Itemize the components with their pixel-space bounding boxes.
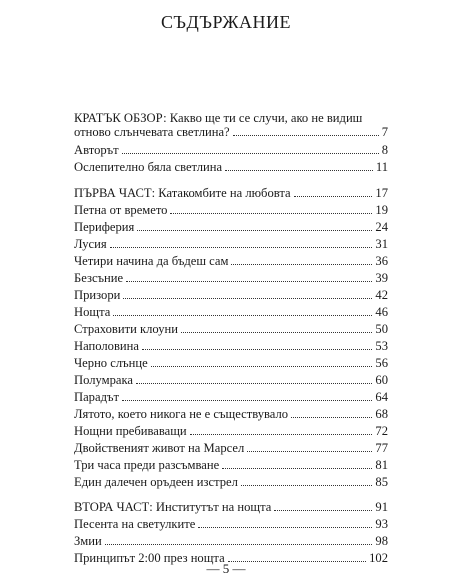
entry-label: Нощта [74,305,111,319]
page-number: 7 [381,125,388,139]
toc-entry[interactable] [74,456,388,473]
section-title: КРАТЪК ОБЗОР: Какво ще ти се случи, ако не видиш [74,111,363,125]
toc-entry[interactable] [74,252,388,269]
entry-label: Един далечен оръдеен изстрел [74,475,238,489]
toc-entry[interactable] [74,354,388,371]
toc-entry[interactable] [74,515,388,532]
toc-entry[interactable] [74,405,388,422]
entry-label: Авторът [74,143,119,157]
dot-leader [241,485,372,486]
page-number: 50 [375,322,388,336]
entry-label: Наполовина [74,339,139,353]
page-number: 11 [375,160,388,174]
page-number: 102 [369,551,388,565]
page-number: 8 [381,143,388,157]
dot-leader [190,434,373,435]
toc-entry[interactable] [74,303,388,320]
page-number: 64 [375,390,388,404]
page-number: 42 [375,288,388,302]
entry-label: Петна от времето [74,203,168,217]
page-number: 72 [375,424,388,438]
dot-leader [233,135,379,136]
page-number: 17 [375,186,388,200]
entry-label: Четири начина да бъдеш сам [74,254,229,268]
dot-leader [231,264,372,265]
page-title: СЪДЪРЖАНИЕ [161,12,291,32]
section-title: ПЪРВА ЧАСТ: Катакомбите на любовта [74,186,291,200]
dot-leader [137,230,372,231]
entry-label: Принципът 2:00 през нощта [74,551,225,565]
page-number: 60 [375,373,388,387]
entry-label: Полумрака [74,373,134,387]
toc-entry[interactable] [74,201,388,218]
entry-label: Лятото, което никога не е съществувало [74,407,289,421]
page-number: 56 [375,356,388,370]
entry-label: Нощни пребиваващи [74,424,187,438]
entry-label: Ослепително бяла светлина [74,160,223,174]
section-title-continued: отново слънчевата светлина? [74,125,230,139]
page-number: 77 [375,441,388,455]
page-number: 24 [375,220,388,234]
page-number: 39 [375,271,388,285]
dot-leader [142,349,372,350]
toc-entry[interactable] [74,388,388,405]
toc-entry[interactable] [74,337,388,354]
toc-entry[interactable] [74,218,388,235]
dot-leader [151,366,373,367]
dot-leader [181,332,372,333]
dot-leader [274,510,372,511]
dot-leader [105,544,373,545]
entry-label: Периферия [74,220,135,234]
toc-entry[interactable] [74,473,388,490]
page-number: 85 [375,475,388,489]
entry-label: Змии [74,534,102,548]
page-number: 31 [375,237,388,251]
entry-label: Призори [74,288,121,302]
dot-leader [170,213,372,214]
entry-label: Черно слънце [74,356,148,370]
dot-leader [198,527,372,528]
toc-entry[interactable] [74,532,388,549]
page-folio: — 5 — [206,561,246,576]
section-title: ВТОРА ЧАСТ: Институтът на нощта [74,500,272,514]
dot-leader [291,417,372,418]
toc-entry[interactable] [74,123,388,140]
dot-leader [122,400,372,401]
entry-label: Двойственият живот на Марсел [74,441,245,455]
toc-entry[interactable] [74,320,388,337]
dot-leader [136,383,372,384]
entry-label: Лусия [74,237,107,251]
toc-entry[interactable] [74,371,388,388]
page-number: 98 [375,534,388,548]
entry-label: Парадът [74,390,119,404]
toc-section-entry[interactable] [74,184,388,201]
page-number: 81 [375,458,388,472]
toc-entry[interactable] [74,422,388,439]
toc-entry[interactable] [74,286,388,303]
toc-entry[interactable] [74,269,388,286]
toc-entry[interactable] [74,141,388,158]
toc-entry[interactable] [74,439,388,456]
dot-leader [222,468,372,469]
entry-label: Три часа преди разсъмване [74,458,220,472]
page-number: 53 [375,339,388,353]
toc-entry[interactable] [74,235,388,252]
dot-leader [122,153,379,154]
page-number: 19 [375,203,388,217]
dot-leader [123,298,372,299]
page-number: 36 [375,254,388,268]
entry-label: Песента на светулките [74,517,196,531]
page-number: 91 [375,500,388,514]
dot-leader [294,196,373,197]
dot-leader [247,451,372,452]
page-number: 46 [375,305,388,319]
dot-leader [126,281,372,282]
page-number: 93 [375,517,388,531]
toc-entry[interactable] [74,158,388,175]
toc-section-entry[interactable] [74,498,388,515]
dot-leader [110,247,373,248]
dot-leader [225,170,373,171]
entry-label: Страховити клоуни [74,322,178,336]
entry-label: Безсъние [74,271,124,285]
dot-leader [113,315,372,316]
page-number: 68 [375,407,388,421]
